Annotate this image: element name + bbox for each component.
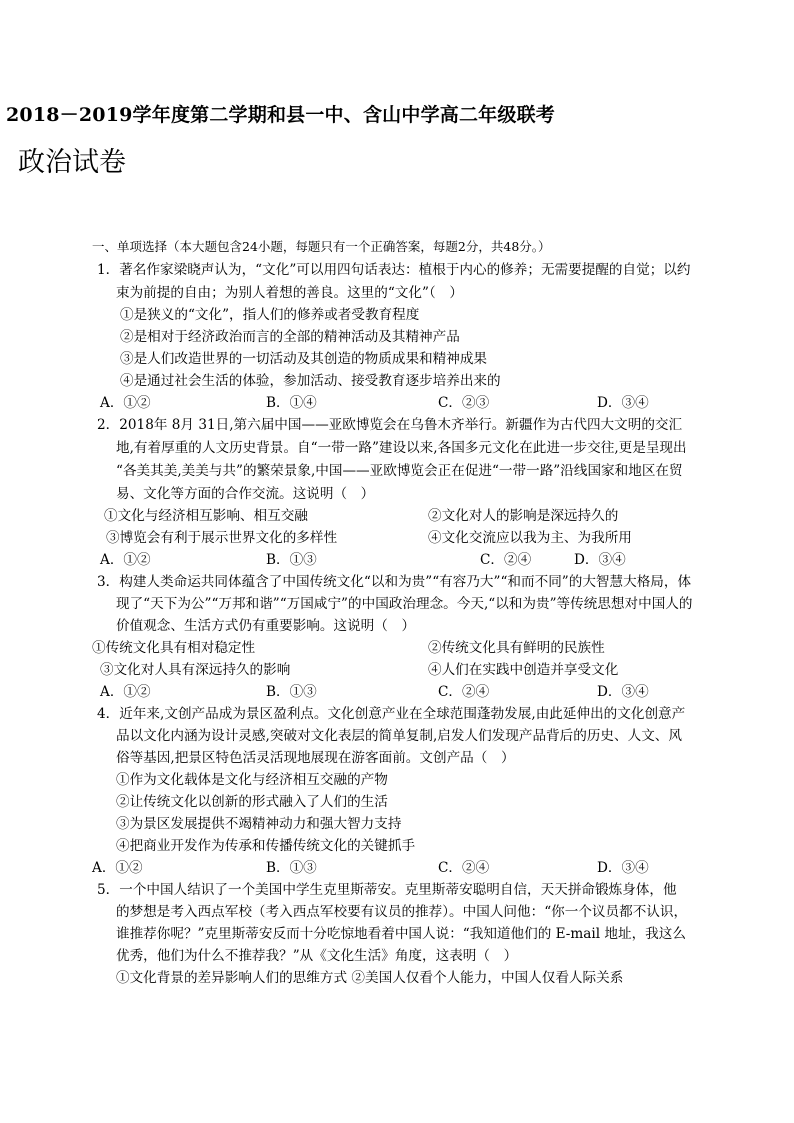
- q1-stem-line-2: 束为前提的自由；为别人着想的善良。这里的“文化”（ ）: [116, 285, 463, 301]
- q4-option-d[interactable]: D．③④: [597, 860, 649, 876]
- q3-statement-4: ④人们在实践中创造并享受文化: [428, 662, 619, 678]
- q2-statement-2: ②文化对人的影响是深远持久的: [428, 508, 619, 524]
- q4-statement-1: ①作为文化载体是文化与经济相互交融的产物: [116, 772, 388, 788]
- q2-stem-line-1: 2．2018年 8月 31日,第六届中国——亚欧博览会在乌鲁木齐举行。新疆作为古代四大文明的交汇: [97, 417, 683, 433]
- q3-option-b[interactable]: B．①③: [266, 684, 317, 700]
- q3-option-c[interactable]: C．②④: [438, 684, 490, 700]
- q2-option-c[interactable]: C．②④: [480, 552, 532, 568]
- q5-stem-line-3: 谁推荐你呢？”克里斯蒂安反而十分吃惊地看着中国人说：“我知道他们的 E-mail 地址，我这么: [116, 926, 686, 942]
- paper-subject-title: 政治试卷: [18, 147, 126, 178]
- q4-option-a[interactable]: A．①②: [92, 860, 143, 876]
- q1-option-b[interactable]: B．①④: [266, 395, 317, 411]
- q4-statement-2: ②让传统文化以创新的形式融入了人们的生活: [116, 794, 388, 810]
- q1-option-a[interactable]: A．①②: [100, 395, 151, 411]
- q5-stem-line-4: 优秀，他们为什么不推荐我？”从《文化生活》角度，这表明（ ）: [116, 948, 518, 964]
- q2-stem-line-4: 易、文化等方面的合作交流。这说明（ ）: [116, 486, 375, 502]
- q5-stem-line-1: 5．一个中国人结识了一个美国中学生克里斯蒂安。克里斯蒂安聪明自信，天天拼命锻炼身体，他: [97, 882, 677, 898]
- exam-header-title: 2018－2019学年度第二学期和县一中、含山中学高二年级联考: [6, 104, 555, 126]
- q2-option-b[interactable]: B．①③: [266, 552, 317, 568]
- section-heading: 一、单项选择（本大题包含24小题，每题只有一个正确答案，每题2分，共48分。）: [92, 239, 551, 254]
- q3-statement-1: ①传统文化具有相对稳定性: [92, 640, 256, 656]
- q2-statement-1: ①文化与经济相互影响、相互交融: [104, 508, 308, 524]
- q1-stem-line-1: 1．著名作家梁晓声认为，“文化”可以用四句话表达：植根于内心的修养；无需要提醒的自觉；以约: [97, 262, 691, 278]
- q3-stem-line-1: 3．构建人类命运共同体蕴含了中国传统文化“以和为贵”“有容乃大”“和而不同”的大智慧大格局，体: [97, 574, 692, 590]
- q5-statement-1: ①文化背景的差异影响人们的思维方式 ②美国人仅看个人能力，中国人仅看人际关系: [116, 970, 624, 986]
- q3-stem-line-3: 价值观念、生活方式仍有重要影响。这说明（ ）: [116, 618, 416, 634]
- q2-option-a[interactable]: A．①②: [100, 552, 151, 568]
- q1-statement-1: ①是狭义的“文化”，指人们的修养或者受教育程度: [120, 307, 420, 323]
- q4-option-c[interactable]: C．②④: [438, 860, 490, 876]
- q1-option-d[interactable]: D．③④: [597, 395, 649, 411]
- q4-stem-line-2: 品以文化内涵为设计灵感,突破对文化表层的简单复制,启发人们发现产品背后的历史、人文、风: [116, 728, 682, 744]
- q4-stem-line-1: 4．近年来,文创产品成为景区盈利点。文化创意产业在全球范围蓬勃发展,由此延伸出的文化创意产: [97, 706, 686, 722]
- q4-statement-3: ③为景区发展提供不竭精神动力和强大智力支持: [116, 816, 402, 832]
- q1-statement-3: ③是人们改造世界的一切活动及其创造的物质成果和精神成果: [120, 351, 488, 367]
- q2-statement-4: ④文化交流应以我为主、为我所用: [428, 530, 632, 546]
- q2-statement-3: ③博览会有利于展示世界文化的多样性: [106, 530, 338, 546]
- q5-stem-line-2: 的梦想是考入西点军校（考入西点军校要有议员的推荐）。中国人问他：“你一个议员都不认识，: [116, 904, 688, 920]
- q4-statement-4: ④把商业开发作为传承和传播传统文化的关键抓手: [116, 838, 416, 854]
- q1-statement-2: ②是相对于经济政治而言的全部的精神活动及其精神产品: [120, 329, 460, 345]
- q3-statement-2: ②传统文化具有鲜明的民族性: [428, 640, 605, 656]
- q3-statement-3: ③文化对人具有深远持久的影响: [100, 662, 291, 678]
- q3-stem-line-2: 现了“天下为公”“万邦和谐”“万国咸宁”的中国政治理念。今天,“以和为贵”等传统思想对中国人的: [116, 596, 693, 612]
- q2-stem-line-3: “各美其美,美美与共”的繁荣景象,中国——亚欧博览会正在促进“一带一路”沿线国家和地区在贸: [116, 463, 683, 479]
- q1-statement-4: ④是通过社会生活的体验，参加活动、接受教育逐步培养出来的: [120, 373, 501, 389]
- q2-option-d[interactable]: D．③④: [574, 552, 626, 568]
- q1-option-c[interactable]: C．②③: [438, 395, 490, 411]
- q3-option-d[interactable]: D．③④: [597, 684, 649, 700]
- q3-option-a[interactable]: A．①②: [100, 684, 151, 700]
- q2-stem-line-2: 地,有着厚重的人文历史背景。自“一带一路”建设以来,各国多元文化在此进一步交往,更是呈现出: [116, 440, 687, 456]
- q4-stem-line-3: 俗等基因,把景区特色活灵活现地展现在游客面前。文创产品（ ）: [116, 750, 515, 766]
- q4-option-b[interactable]: B．①③: [266, 860, 317, 876]
